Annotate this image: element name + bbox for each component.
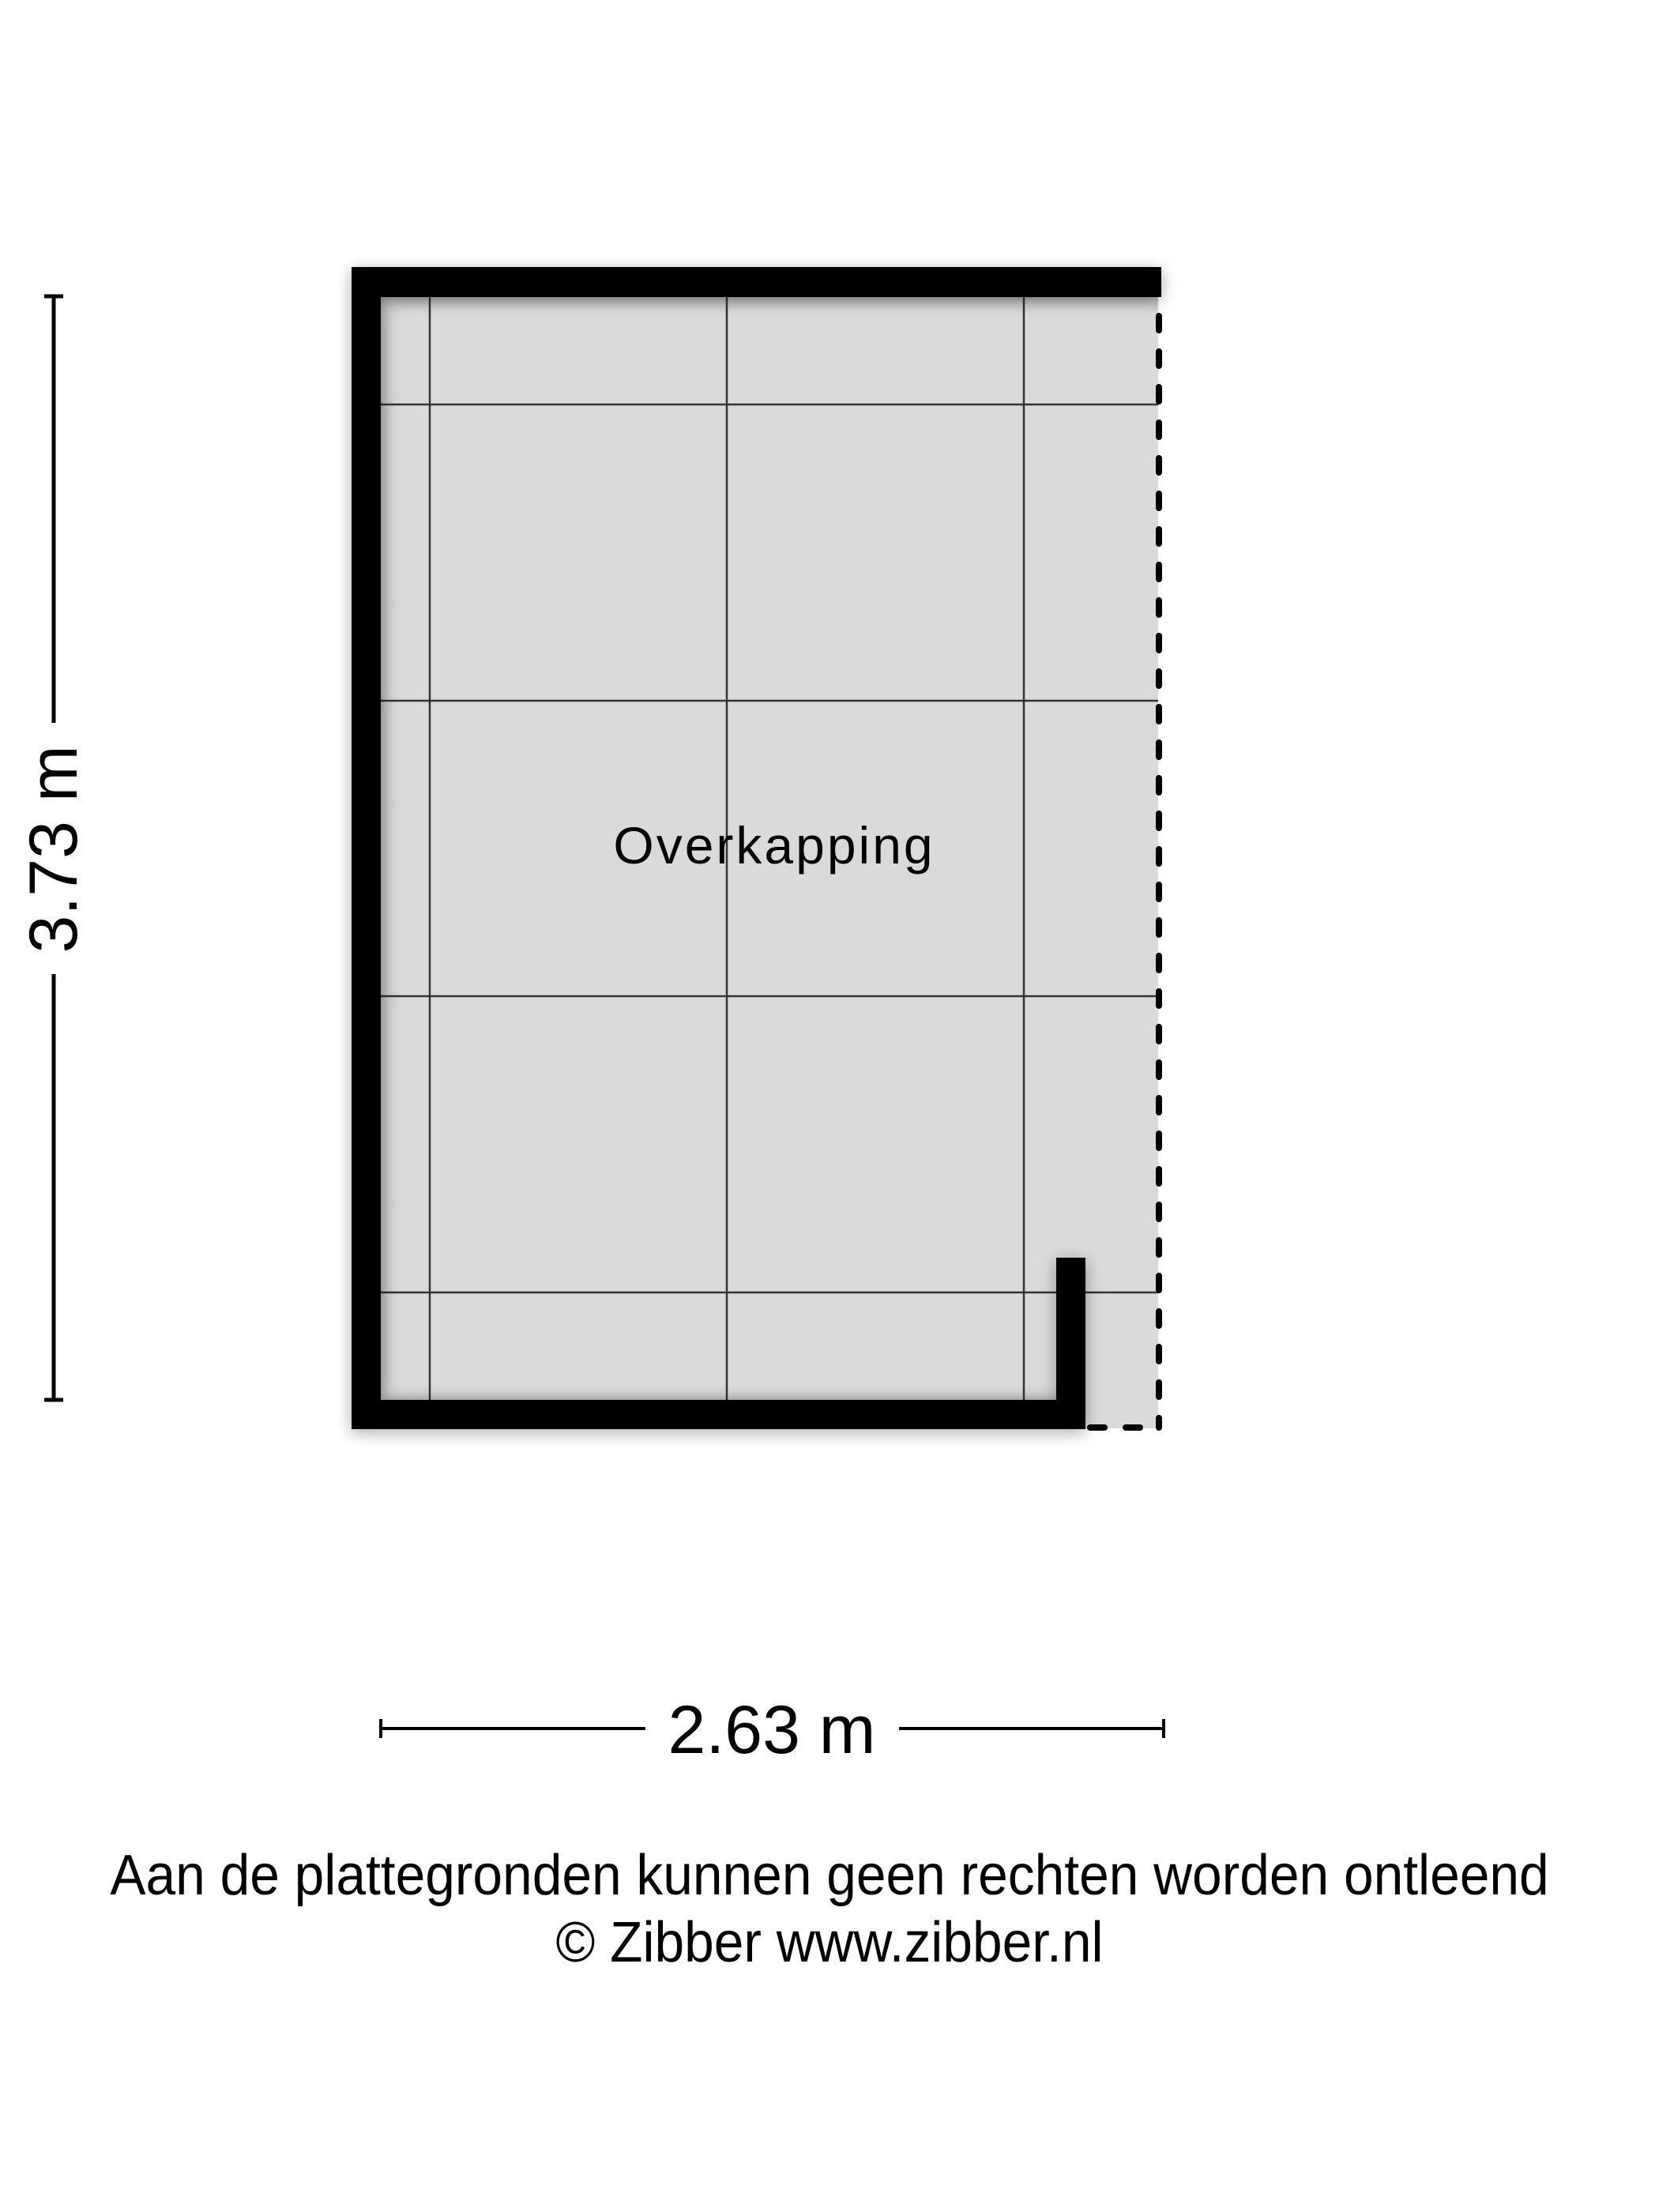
floor-shade-top xyxy=(381,297,1158,318)
width-dimension-label xyxy=(645,1691,898,1770)
width-value: 2.63 m xyxy=(668,1692,876,1768)
copyright-text: © Zibber www.zibber.nl xyxy=(555,1911,1104,1974)
footer xyxy=(0,1842,1659,1977)
wall-top xyxy=(352,267,1161,297)
floor-shade-left xyxy=(381,297,404,1400)
room-label: Overkapping xyxy=(613,816,935,875)
wall-bottom xyxy=(352,1400,1085,1429)
wall-left xyxy=(352,267,381,1429)
wall-stub xyxy=(1056,1258,1085,1429)
floor-shade-bottom xyxy=(381,1382,1056,1400)
disclaimer-text: Aan de plattegronden kunnen geen rechten worden ontleend xyxy=(110,1844,1549,1907)
height-value: 3.73 m xyxy=(16,745,92,954)
